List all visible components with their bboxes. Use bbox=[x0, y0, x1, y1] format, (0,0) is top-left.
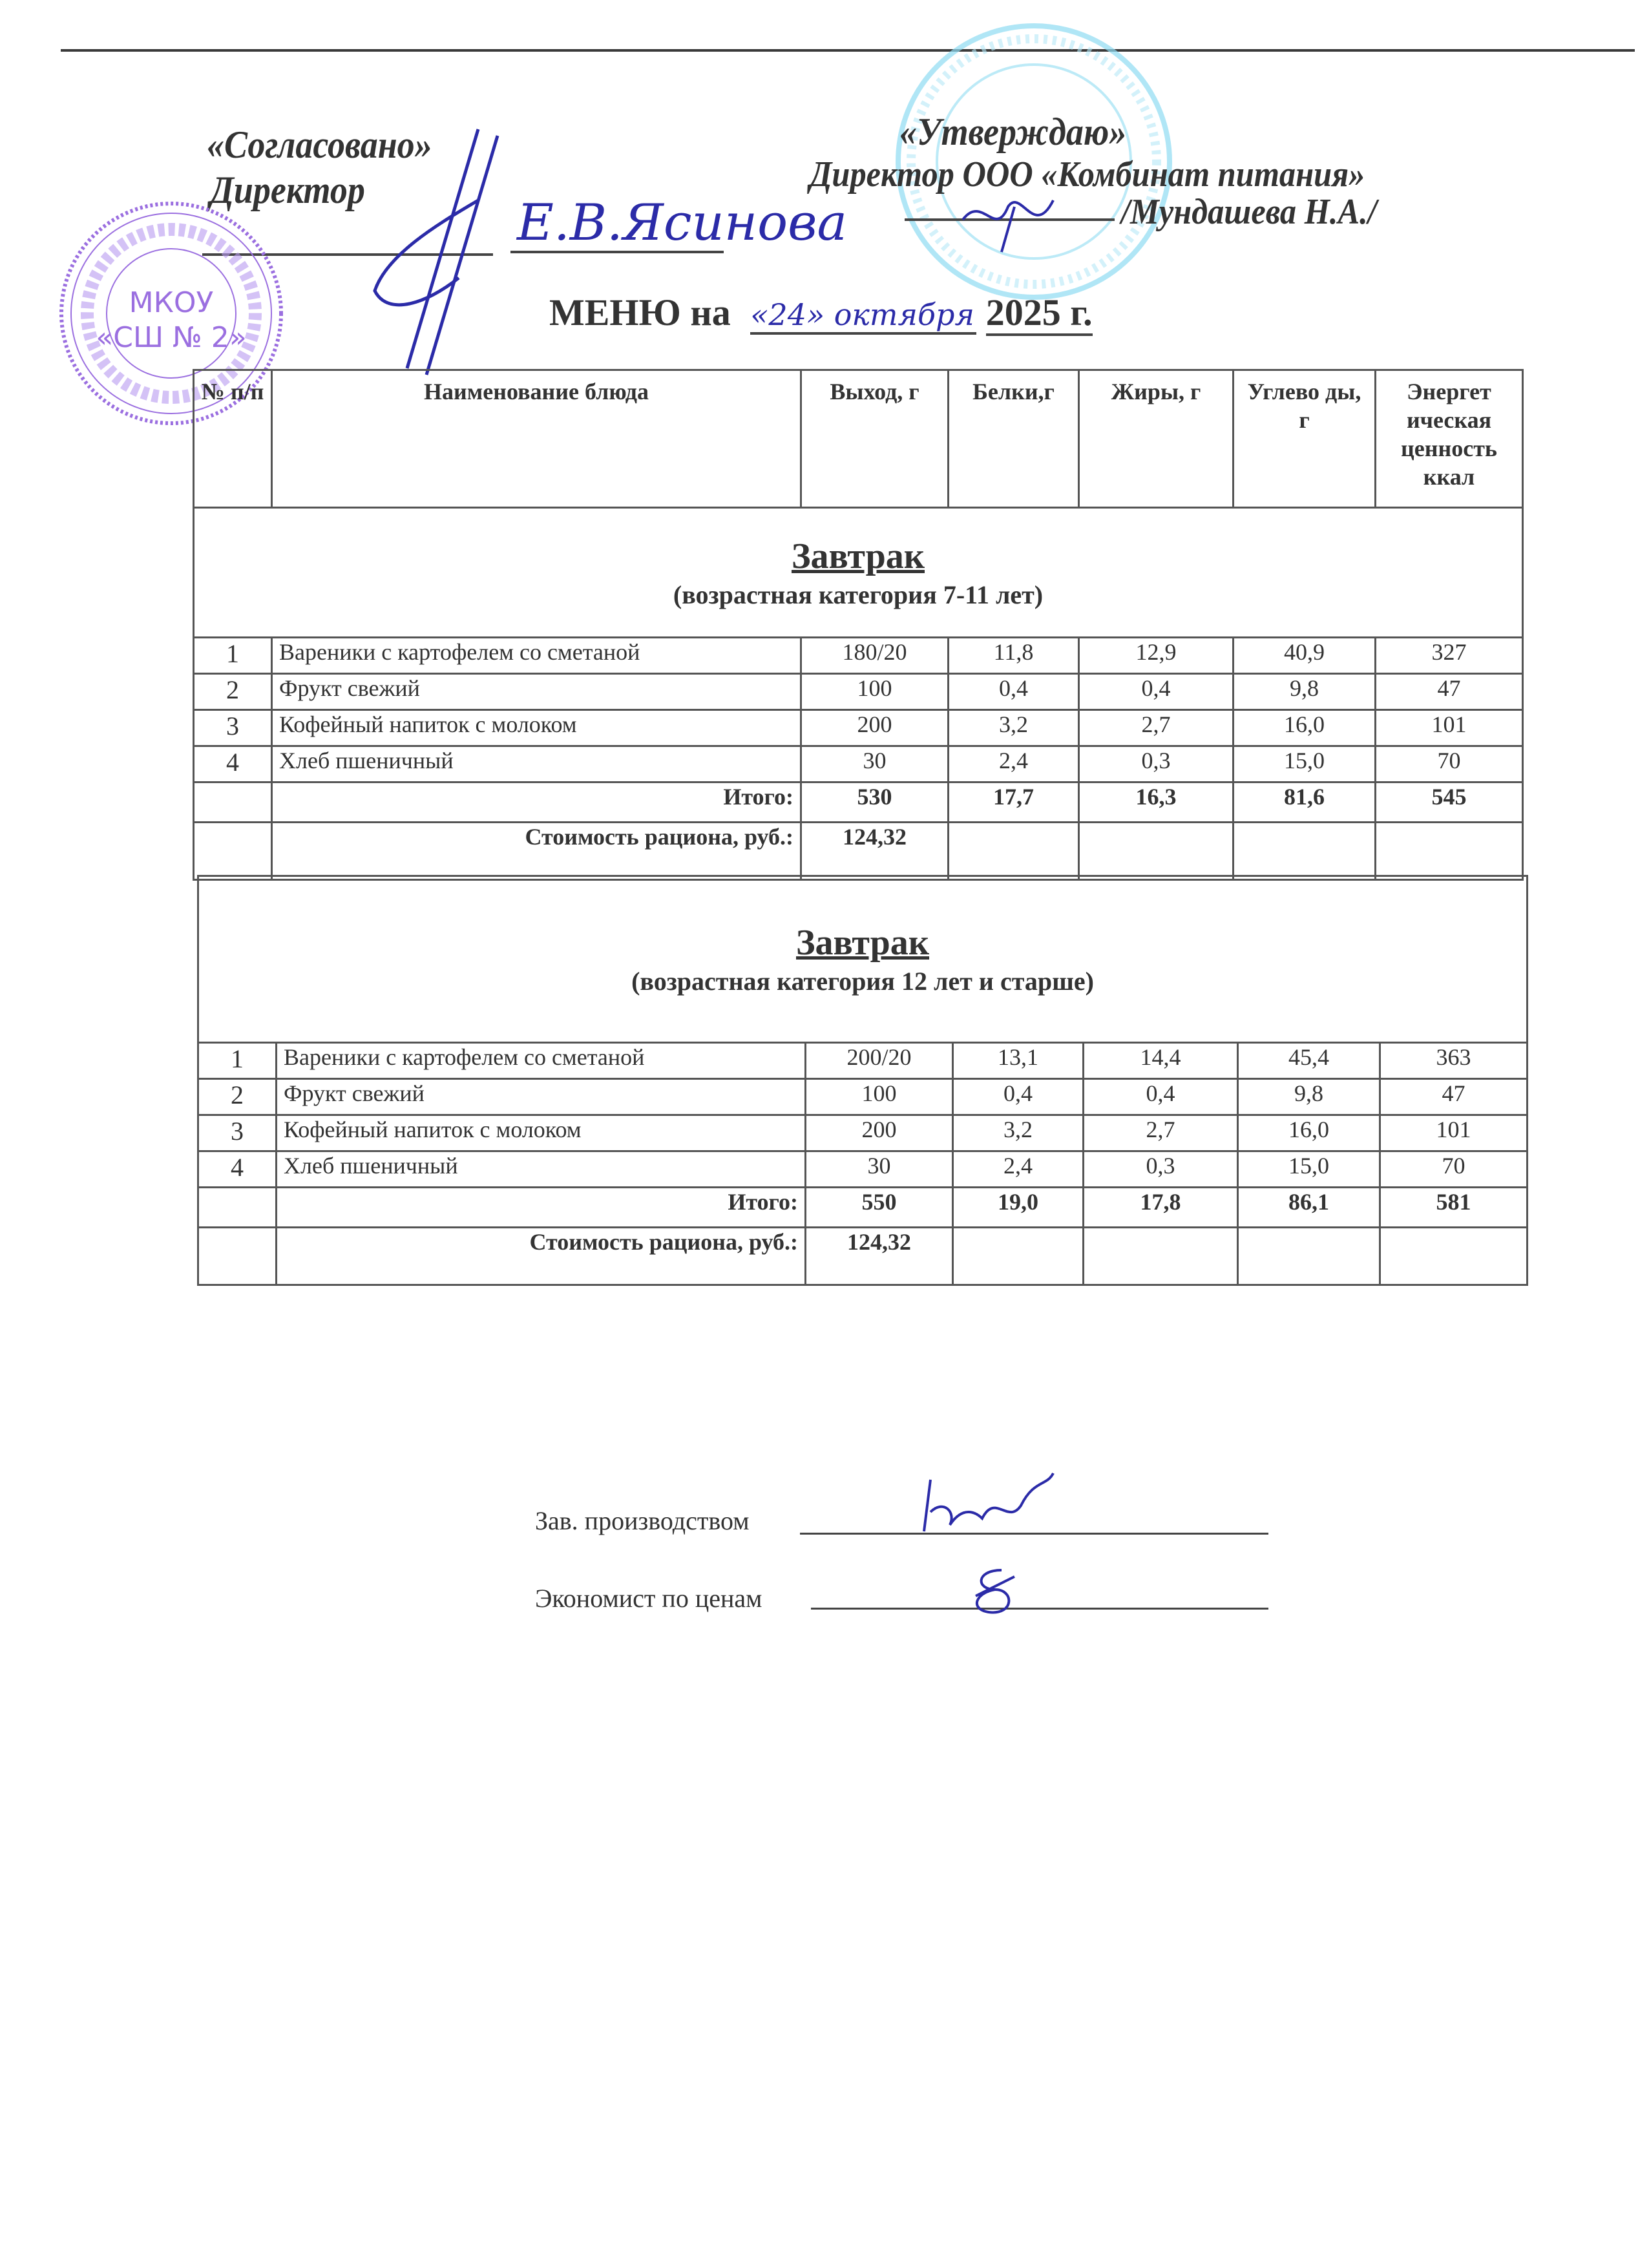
total-fat: 16,3 bbox=[1079, 782, 1234, 823]
protein: 0,4 bbox=[949, 674, 1079, 710]
energy: 70 bbox=[1376, 746, 1523, 782]
energy: 363 bbox=[1380, 1043, 1528, 1079]
section-title: Завтрак bbox=[791, 536, 925, 576]
cost-blank-cell bbox=[1234, 823, 1376, 880]
dish-name: Кофейный напиток с молоком bbox=[272, 710, 801, 746]
approve-label: «Утверждаю» bbox=[899, 110, 1127, 153]
yield: 200/20 bbox=[806, 1043, 953, 1079]
col-header-yield: Выход, г bbox=[801, 370, 949, 508]
yield: 100 bbox=[806, 1079, 953, 1115]
menu-table-12-plus bbox=[197, 875, 1528, 1286]
cost-value: 124,32 bbox=[806, 1228, 953, 1285]
cost-blank-cell bbox=[1380, 1228, 1528, 1285]
fat: 0,3 bbox=[1084, 1151, 1238, 1188]
director-signature bbox=[349, 123, 517, 381]
fat: 0,3 bbox=[1079, 746, 1234, 782]
row-number: 1 bbox=[198, 1043, 277, 1079]
fat: 0,4 bbox=[1079, 674, 1234, 710]
carbs: 16,0 bbox=[1234, 710, 1376, 746]
yield: 180/20 bbox=[801, 638, 949, 674]
protein: 2,4 bbox=[953, 1151, 1084, 1188]
cost-label: Стоимость рациона, руб.: bbox=[277, 1228, 806, 1285]
col-header-dish: Наименование блюда bbox=[272, 370, 801, 508]
protein: 13,1 bbox=[953, 1043, 1084, 1079]
row-number: 2 bbox=[198, 1079, 277, 1115]
row-number: 4 bbox=[194, 746, 272, 782]
total-label: Итого: bbox=[277, 1188, 806, 1228]
col-header-protein: Белки,г bbox=[949, 370, 1079, 508]
total-energy: 581 bbox=[1380, 1188, 1528, 1228]
cost-value: 124,32 bbox=[801, 823, 949, 880]
cost-empty bbox=[194, 823, 272, 880]
table-row bbox=[194, 710, 1523, 746]
protein: 3,2 bbox=[953, 1115, 1084, 1151]
carbs: 15,0 bbox=[1234, 746, 1376, 782]
section-subtitle: (возрастная категория 12 лет и старше) bbox=[631, 967, 1094, 996]
total-fat: 17,8 bbox=[1084, 1188, 1238, 1228]
total-empty bbox=[198, 1188, 277, 1228]
table-row bbox=[198, 1115, 1528, 1151]
energy: 47 bbox=[1380, 1079, 1528, 1115]
total-protein: 19,0 bbox=[953, 1188, 1084, 1228]
row-number: 3 bbox=[194, 710, 272, 746]
agreed-signature: Е.В.Ясинова bbox=[517, 194, 847, 252]
total-energy: 545 bbox=[1376, 782, 1523, 823]
carbs: 16,0 bbox=[1238, 1115, 1380, 1151]
col-header-number: № п/п bbox=[194, 370, 272, 508]
stamp-text-number: «СШ № 2» bbox=[96, 321, 247, 354]
total-protein: 17,7 bbox=[949, 782, 1079, 823]
section-header-row bbox=[198, 876, 1528, 1043]
energy: 327 bbox=[1376, 638, 1523, 674]
table-row bbox=[194, 746, 1523, 782]
col-header-energy: Энергет ическая ценность ккал bbox=[1376, 370, 1523, 508]
menu-table-7-11 bbox=[193, 369, 1524, 881]
total-carbs: 81,6 bbox=[1234, 782, 1376, 823]
total-row bbox=[198, 1188, 1528, 1228]
section-header-cell bbox=[198, 876, 1528, 1043]
dish-name: Хлеб пшеничный bbox=[272, 746, 801, 782]
carbs: 9,8 bbox=[1234, 674, 1376, 710]
cost-row bbox=[194, 823, 1523, 880]
yield: 100 bbox=[801, 674, 949, 710]
total-carbs: 86,1 bbox=[1238, 1188, 1380, 1228]
row-number: 4 bbox=[198, 1151, 277, 1188]
energy: 70 bbox=[1380, 1151, 1528, 1188]
dish-name: Фрукт свежий bbox=[272, 674, 801, 710]
stamp-text-school: МКОУ bbox=[129, 286, 214, 319]
approve-role: Директор ООО «Комбинат питания» bbox=[810, 154, 1365, 194]
cost-blank-cell bbox=[1238, 1228, 1380, 1285]
cost-blank-cell bbox=[1376, 823, 1523, 880]
cost-blank-cell bbox=[953, 1228, 1084, 1285]
cost-blank-cell bbox=[1079, 823, 1234, 880]
fat: 12,9 bbox=[1079, 638, 1234, 674]
economist-label: Экономист по ценам bbox=[535, 1584, 762, 1613]
row-number: 3 bbox=[198, 1115, 277, 1151]
energy: 47 bbox=[1376, 674, 1523, 710]
fat: 2,7 bbox=[1079, 710, 1234, 746]
agreed-role: Директор bbox=[210, 169, 365, 211]
table-row bbox=[194, 638, 1523, 674]
total-row bbox=[194, 782, 1523, 823]
carbs: 40,9 bbox=[1234, 638, 1376, 674]
cost-blank-cell bbox=[1084, 1228, 1238, 1285]
top-rule bbox=[61, 49, 1635, 52]
row-number: 1 bbox=[194, 638, 272, 674]
table-row bbox=[194, 674, 1523, 710]
row-number: 2 bbox=[194, 674, 272, 710]
menu-year: 2025 г. bbox=[986, 291, 1093, 336]
yield: 30 bbox=[801, 746, 949, 782]
total-yield: 530 bbox=[801, 782, 949, 823]
approve-signature bbox=[956, 181, 1086, 258]
energy: 101 bbox=[1376, 710, 1523, 746]
total-empty bbox=[194, 782, 272, 823]
cost-label: Стоимость рациона, руб.: bbox=[272, 823, 801, 880]
section-header-cell bbox=[194, 508, 1523, 638]
dish-name: Кофейный напиток с молоком bbox=[277, 1115, 806, 1151]
production-head-label: Зав. производством bbox=[535, 1506, 750, 1535]
protein: 3,2 bbox=[949, 710, 1079, 746]
carbs: 9,8 bbox=[1238, 1079, 1380, 1115]
section-title: Завтрак bbox=[796, 923, 930, 963]
dish-name: Вареники с картофелем со сметаной bbox=[272, 638, 801, 674]
yield: 200 bbox=[806, 1115, 953, 1151]
table-row bbox=[198, 1043, 1528, 1079]
cost-empty bbox=[198, 1228, 277, 1285]
total-yield: 550 bbox=[806, 1188, 953, 1228]
fat: 14,4 bbox=[1084, 1043, 1238, 1079]
total-label: Итого: bbox=[272, 782, 801, 823]
yield: 30 bbox=[806, 1151, 953, 1188]
section-subtitle: (возрастная категория 7-11 лет) bbox=[673, 580, 1044, 609]
economist-line bbox=[811, 1608, 1268, 1610]
table-header-row bbox=[194, 370, 1523, 508]
col-header-fat: Жиры, г bbox=[1079, 370, 1234, 508]
approve-name: /Мундашева Н.А./ bbox=[1121, 192, 1377, 232]
cost-blank-cell bbox=[949, 823, 1079, 880]
protein: 0,4 bbox=[953, 1079, 1084, 1115]
menu-title bbox=[549, 291, 1093, 335]
yield: 200 bbox=[801, 710, 949, 746]
section-header-row bbox=[194, 508, 1523, 638]
table-row bbox=[198, 1151, 1528, 1188]
cost-row bbox=[198, 1228, 1528, 1285]
agreed-label: «Согласовано» bbox=[207, 123, 432, 166]
energy: 101 bbox=[1380, 1115, 1528, 1151]
economist-signature bbox=[963, 1564, 1027, 1622]
production-head-signature bbox=[918, 1467, 1060, 1538]
dish-name: Фрукт свежий bbox=[277, 1079, 806, 1115]
dish-name: Хлеб пшеничный bbox=[277, 1151, 806, 1188]
carbs: 45,4 bbox=[1238, 1043, 1380, 1079]
menu-prefix: МЕНЮ на bbox=[549, 291, 731, 333]
dish-name: Вареники с картофелем со сметаной bbox=[277, 1043, 806, 1079]
menu-date: «24» октября bbox=[750, 297, 976, 335]
table-row bbox=[198, 1079, 1528, 1115]
protein: 2,4 bbox=[949, 746, 1079, 782]
fat: 2,7 bbox=[1084, 1115, 1238, 1151]
fat: 0,4 bbox=[1084, 1079, 1238, 1115]
col-header-carbs: Углево ды, г bbox=[1234, 370, 1376, 508]
protein: 11,8 bbox=[949, 638, 1079, 674]
carbs: 15,0 bbox=[1238, 1151, 1380, 1188]
